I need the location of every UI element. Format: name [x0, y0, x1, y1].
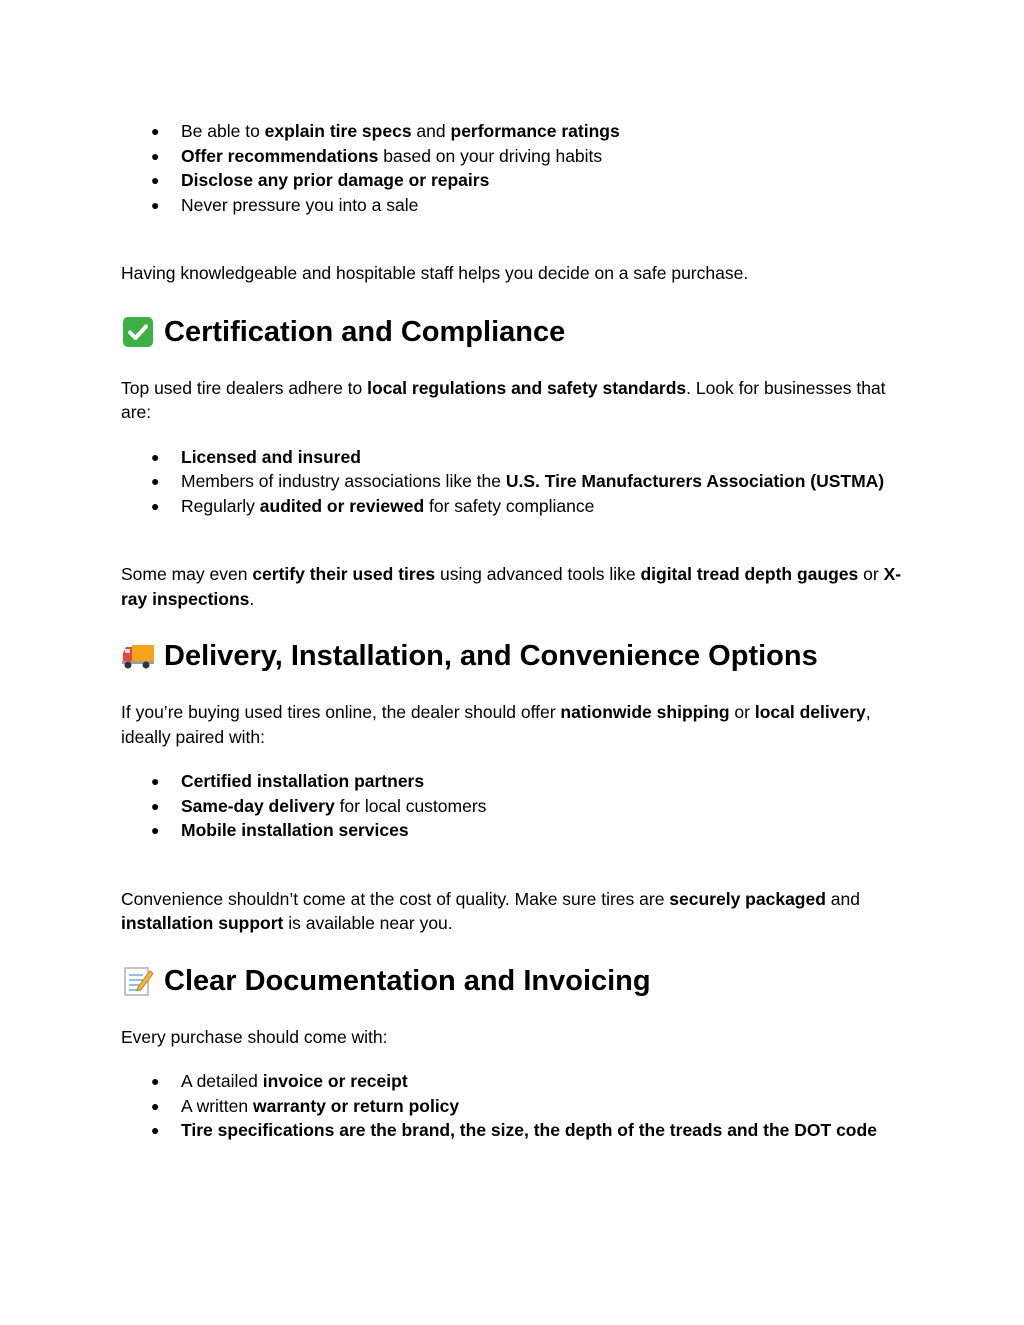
text-run: Every purchase should come with: [121, 1026, 388, 1047]
text-run: Regularly [181, 495, 260, 516]
text-run: for safety compliance [424, 495, 595, 516]
section-lead [121, 700, 906, 749]
bullet-icon: ● [151, 497, 160, 514]
list-item [121, 1094, 906, 1119]
section-lead [121, 1025, 906, 1050]
text-run: for local customers [334, 795, 487, 816]
bold-text: warranty or return policy [252, 1095, 460, 1116]
text-run: Be able to [181, 121, 265, 141]
bold-text: local delivery [754, 702, 866, 722]
bullet-icon: ● [151, 1097, 160, 1114]
bullet-icon: ● [151, 797, 160, 814]
bold-text: Mobile installation services [181, 820, 409, 840]
bold-text: Licensed and insured [181, 446, 361, 467]
section-title: Certification and Compliance [164, 315, 566, 348]
text-run: . [249, 588, 255, 609]
memo-icon [121, 964, 155, 998]
list-item [121, 168, 906, 193]
bold-text: digital tread depth gauges [640, 564, 859, 584]
section-heading-documentation [121, 962, 906, 1000]
bold-text: nationwide shipping [560, 702, 730, 722]
text-run: or [858, 564, 884, 584]
bullet-icon: ● [151, 1073, 160, 1089]
list-item [121, 769, 906, 794]
text-run: If you’re buying used tires online, the dealer should offer [121, 702, 561, 722]
bold-text: Disclose any prior damage or repairs [181, 170, 490, 190]
list-item [121, 469, 906, 494]
bold-text: U.S. Tire Manufacturers Association (USTMA) [505, 471, 885, 491]
text-run: or [729, 702, 755, 722]
bold-text: Certified installation partners [181, 771, 425, 791]
bullet-icon: ● [151, 1122, 160, 1138]
bold-text: installation support [121, 913, 284, 933]
list-item [121, 144, 906, 169]
bullet-icon: ● [151, 196, 160, 213]
delivery-truck-icon [121, 639, 155, 673]
bullet-icon: ● [151, 773, 160, 789]
section-lead [121, 376, 906, 425]
list-item [121, 119, 906, 144]
bullet-icon: ● [151, 123, 160, 139]
list-item [121, 193, 906, 218]
section-title: Clear Documentation and Invoicing [164, 964, 651, 997]
documentation-list [121, 1069, 906, 1143]
intro-list [121, 119, 906, 217]
text-run: A detailed [181, 1071, 263, 1091]
text-run: using advanced tools like [435, 564, 641, 584]
list-item [121, 794, 906, 819]
text-run: and [411, 121, 451, 141]
bold-text: invoice or receipt [262, 1071, 408, 1091]
list-item [121, 1118, 906, 1143]
bold-text: securely packaged [669, 888, 826, 909]
list-item [121, 818, 906, 843]
bold-text: local regulations and safety standards [367, 377, 687, 398]
certification-list [121, 445, 906, 519]
text-run: Members of industry associations like the [181, 471, 506, 491]
section-closing [121, 887, 906, 936]
bullet-icon: ● [151, 822, 160, 838]
bold-text: audited or reviewed [259, 495, 425, 516]
bold-text: X-ray inspections [121, 564, 902, 609]
bold-text: Tire specifications are the brand, the size, the depth of the treads and the DOT code [181, 1120, 877, 1140]
bold-text: performance ratings [450, 121, 620, 141]
text-run: based on your driving habits [378, 145, 603, 166]
intro-paragraph [121, 261, 906, 286]
text-run: Having knowledgeable and hospitable staff helps you decide on a safe purchase. [121, 263, 749, 283]
bullet-icon: ● [151, 473, 160, 489]
section-title: Delivery, Installation, and Convenience Options [164, 640, 818, 672]
bullet-icon: ● [151, 448, 160, 465]
list-item [121, 494, 906, 519]
text-run: and [825, 888, 860, 909]
text-run: . Look for businesses that are: [121, 377, 886, 422]
text-run: Never pressure you into a sale [181, 194, 419, 215]
bold-text: explain tire specs [264, 121, 412, 141]
delivery-list [121, 769, 906, 843]
text-run: Top used tire dealers adhere to [121, 377, 368, 398]
text-run: Convenience shouldn’t come at the cost of quality. Make sure tires are [121, 888, 670, 909]
bullet-icon: ● [151, 172, 160, 188]
bold-text: Offer recommendations [181, 145, 379, 166]
list-item [121, 1069, 906, 1094]
section-heading-certification [121, 313, 906, 351]
text-run: is available near you. [283, 913, 453, 933]
bullet-icon: ● [151, 147, 160, 164]
section-heading-delivery [121, 637, 906, 675]
bold-text: Same-day delivery [181, 795, 335, 816]
section-closing [121, 562, 906, 611]
list-item [121, 445, 906, 470]
text-run: A written [181, 1095, 253, 1116]
text-run: Some may even [121, 564, 253, 584]
check-mark-icon [121, 315, 155, 349]
text-run: , ideally paired with: [121, 702, 871, 747]
bold-text: certify their used tires [252, 564, 436, 584]
document-content [121, 119, 906, 1143]
